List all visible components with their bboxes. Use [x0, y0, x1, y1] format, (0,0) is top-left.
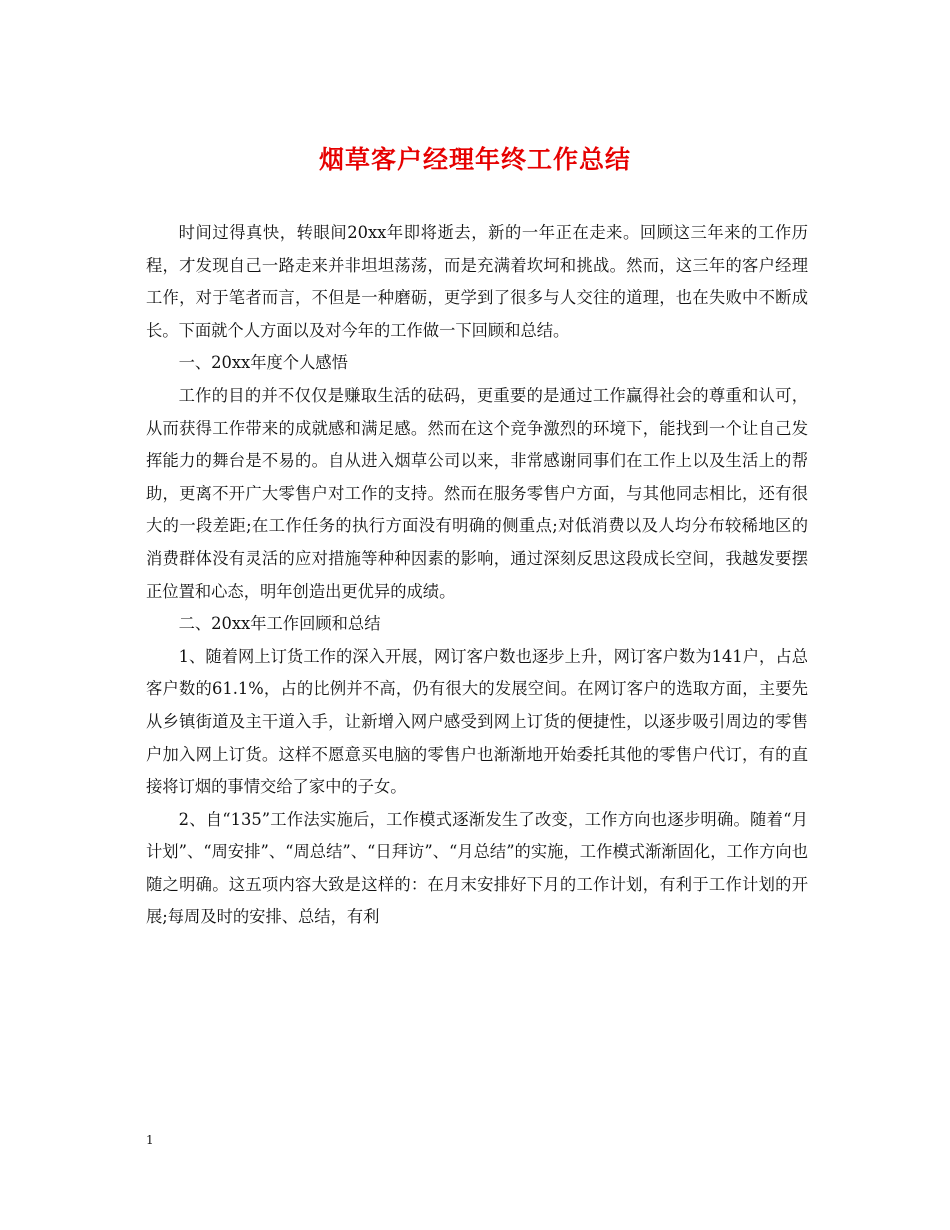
section-heading-2: 二、20xx年工作回顾和总结: [178, 614, 381, 634]
paragraph-item-1: 1、随着网上订货工作的深入开展，网订客户数也逐步上升，网订客户数为141户，占总客户数的61.1%，占的比例并不高，仍有很大的发展空间。在网订客户的选取方面，主要先从乡镇街道及主干道入手，让新增入网户感受到网上订货的便捷性，以逐步吸引周边的零售户加入网上订货。这样不愿意买电脑的零售户也渐渐地开始委托其他的零售户代订，有的直接将订烟的事情交给了家中的子女。: [146, 646, 808, 797]
document-body: [146, 217, 808, 934]
paragraph-section-1: 工作的目的并不仅仅是赚取生活的砝码，更重要的是通过工作赢得社会的尊重和认可，从而获得工作带来的成就感和满足感。然而在这个竞争激烈的环境下，能找到一个让自己发挥能力的舞台是不易的。自从进入烟草公司以来，非常感谢同事们在工作上以及生活上的帮助，更离不开广大零售户对工作的支持。然而在服务零售户方面，与其他同志相比，还有很大的一段差距;在工作任务的执行方面没有明确的侧重点;对低消费以及人均分布较稀地区的消费群体没有灵活的应对措施等种种因素的影响，通过深刻反思这段成长空间，我越发要摆正位置和心态，明年创造出更优异的成绩。: [146, 385, 808, 601]
paragraph-intro: 时间过得真快，转眼间20xx年即将逝去，新的一年正在走来。回顾这三年来的工作历程，才发现自己一路走来并非坦坦荡荡，而是充满着坎坷和挑战。然而，这三年的客户经理工作，对于笔者而言，不但是一种磨砺，更学到了很多与人交往的道理，也在失败中不断成长。下面就个人方面以及对今年的工作做一下回顾和总结。: [146, 223, 808, 340]
page-number: 1: [146, 1133, 154, 1147]
section-heading-1: 一、20xx年度个人感悟: [178, 353, 348, 373]
paragraph-item-2: 2、自“135”工作法实施后，工作模式逐渐发生了改变，工作方向也逐步明确。随着“月计划”、“周安排”、“周总结”、“日拜访”、“月总结”的实施，工作模式渐渐固化，工作方向也随之明确。这五项内容大致是这样的：在月末安排好下月的工作计划，有利于工作计划的开展;每周及时的安排、总结，有利: [146, 809, 808, 927]
document-title: 烟草客户经理年终工作总结: [318, 145, 631, 174]
